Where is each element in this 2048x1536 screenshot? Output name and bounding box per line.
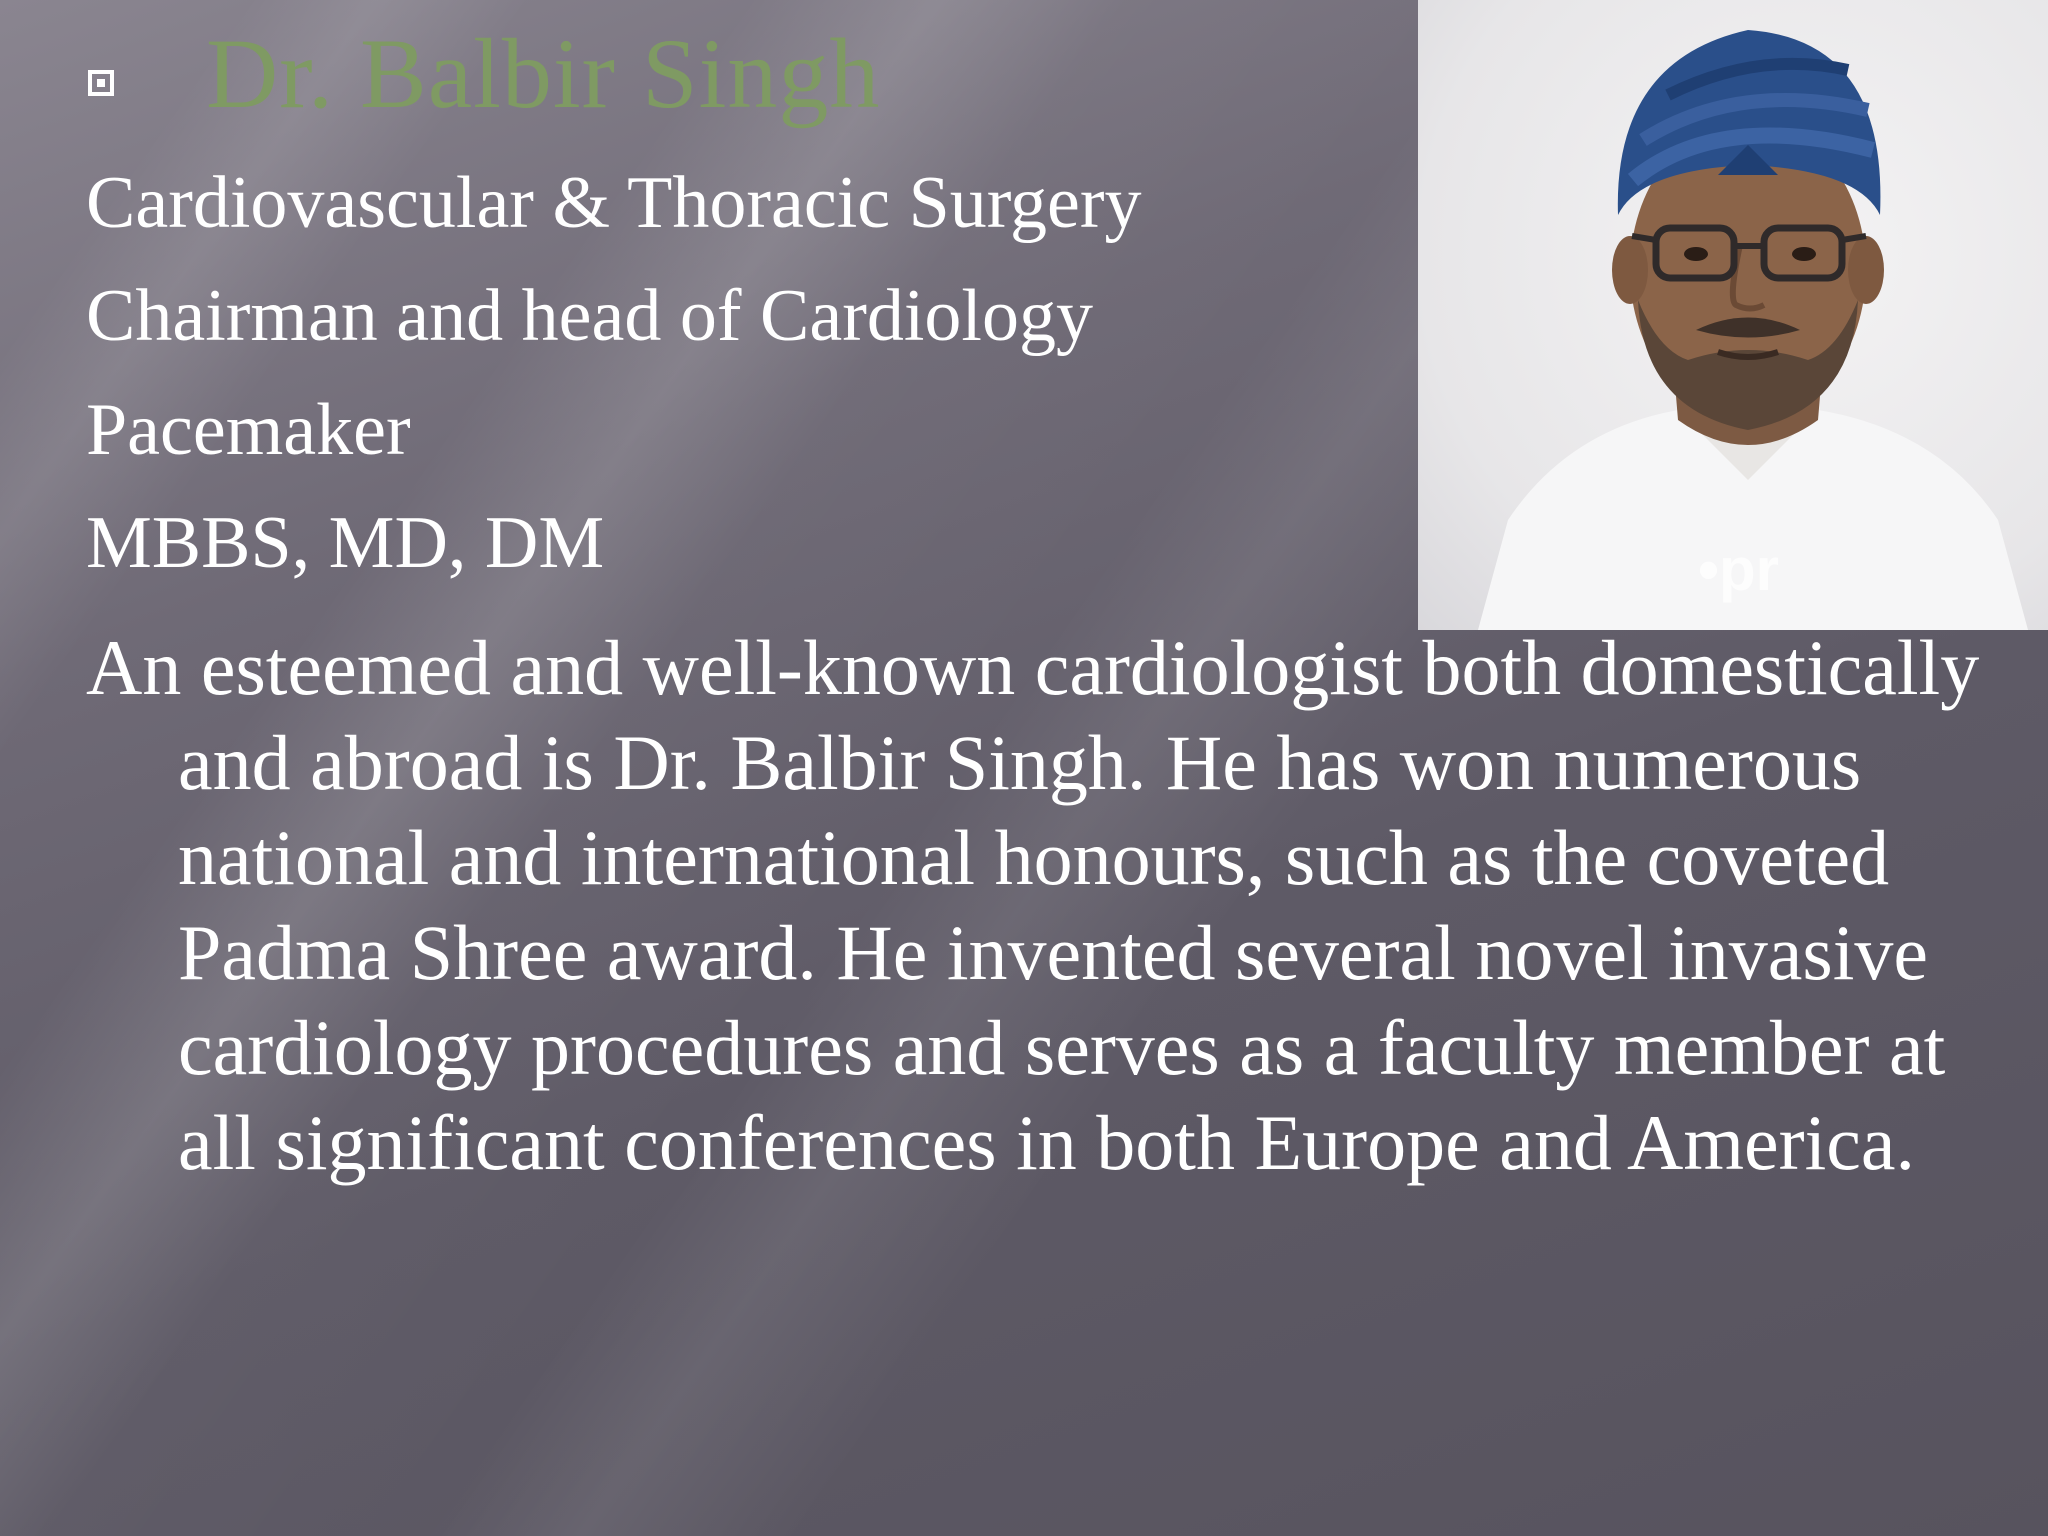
square-bullet-icon: [88, 70, 114, 96]
title-row: [88, 14, 880, 134]
doctor-photo: [1418, 0, 2048, 630]
expertise-line: Pacemaker: [86, 389, 411, 471]
specialty-line: Cardiovascular & Thoracic Surgery: [86, 162, 1142, 244]
photo-watermark: •pr: [1698, 536, 1780, 603]
qualifications-line: MBBS, MD, DM: [86, 502, 605, 584]
position-line: Chairman and head of Cardiology: [86, 275, 1093, 357]
biography-paragraph: An esteemed and well-known cardiologist both domestically and abroad is Dr. Balbir Singh. He has won numerous national and international honours, such as the coveted Padma Shree award. He invented several novel invasive cardiology procedures and serves as a faculty member at all significant conferences in both Europe and America.: [86, 624, 1980, 1186]
page-title: Dr. Balbir Singh: [206, 18, 881, 129]
